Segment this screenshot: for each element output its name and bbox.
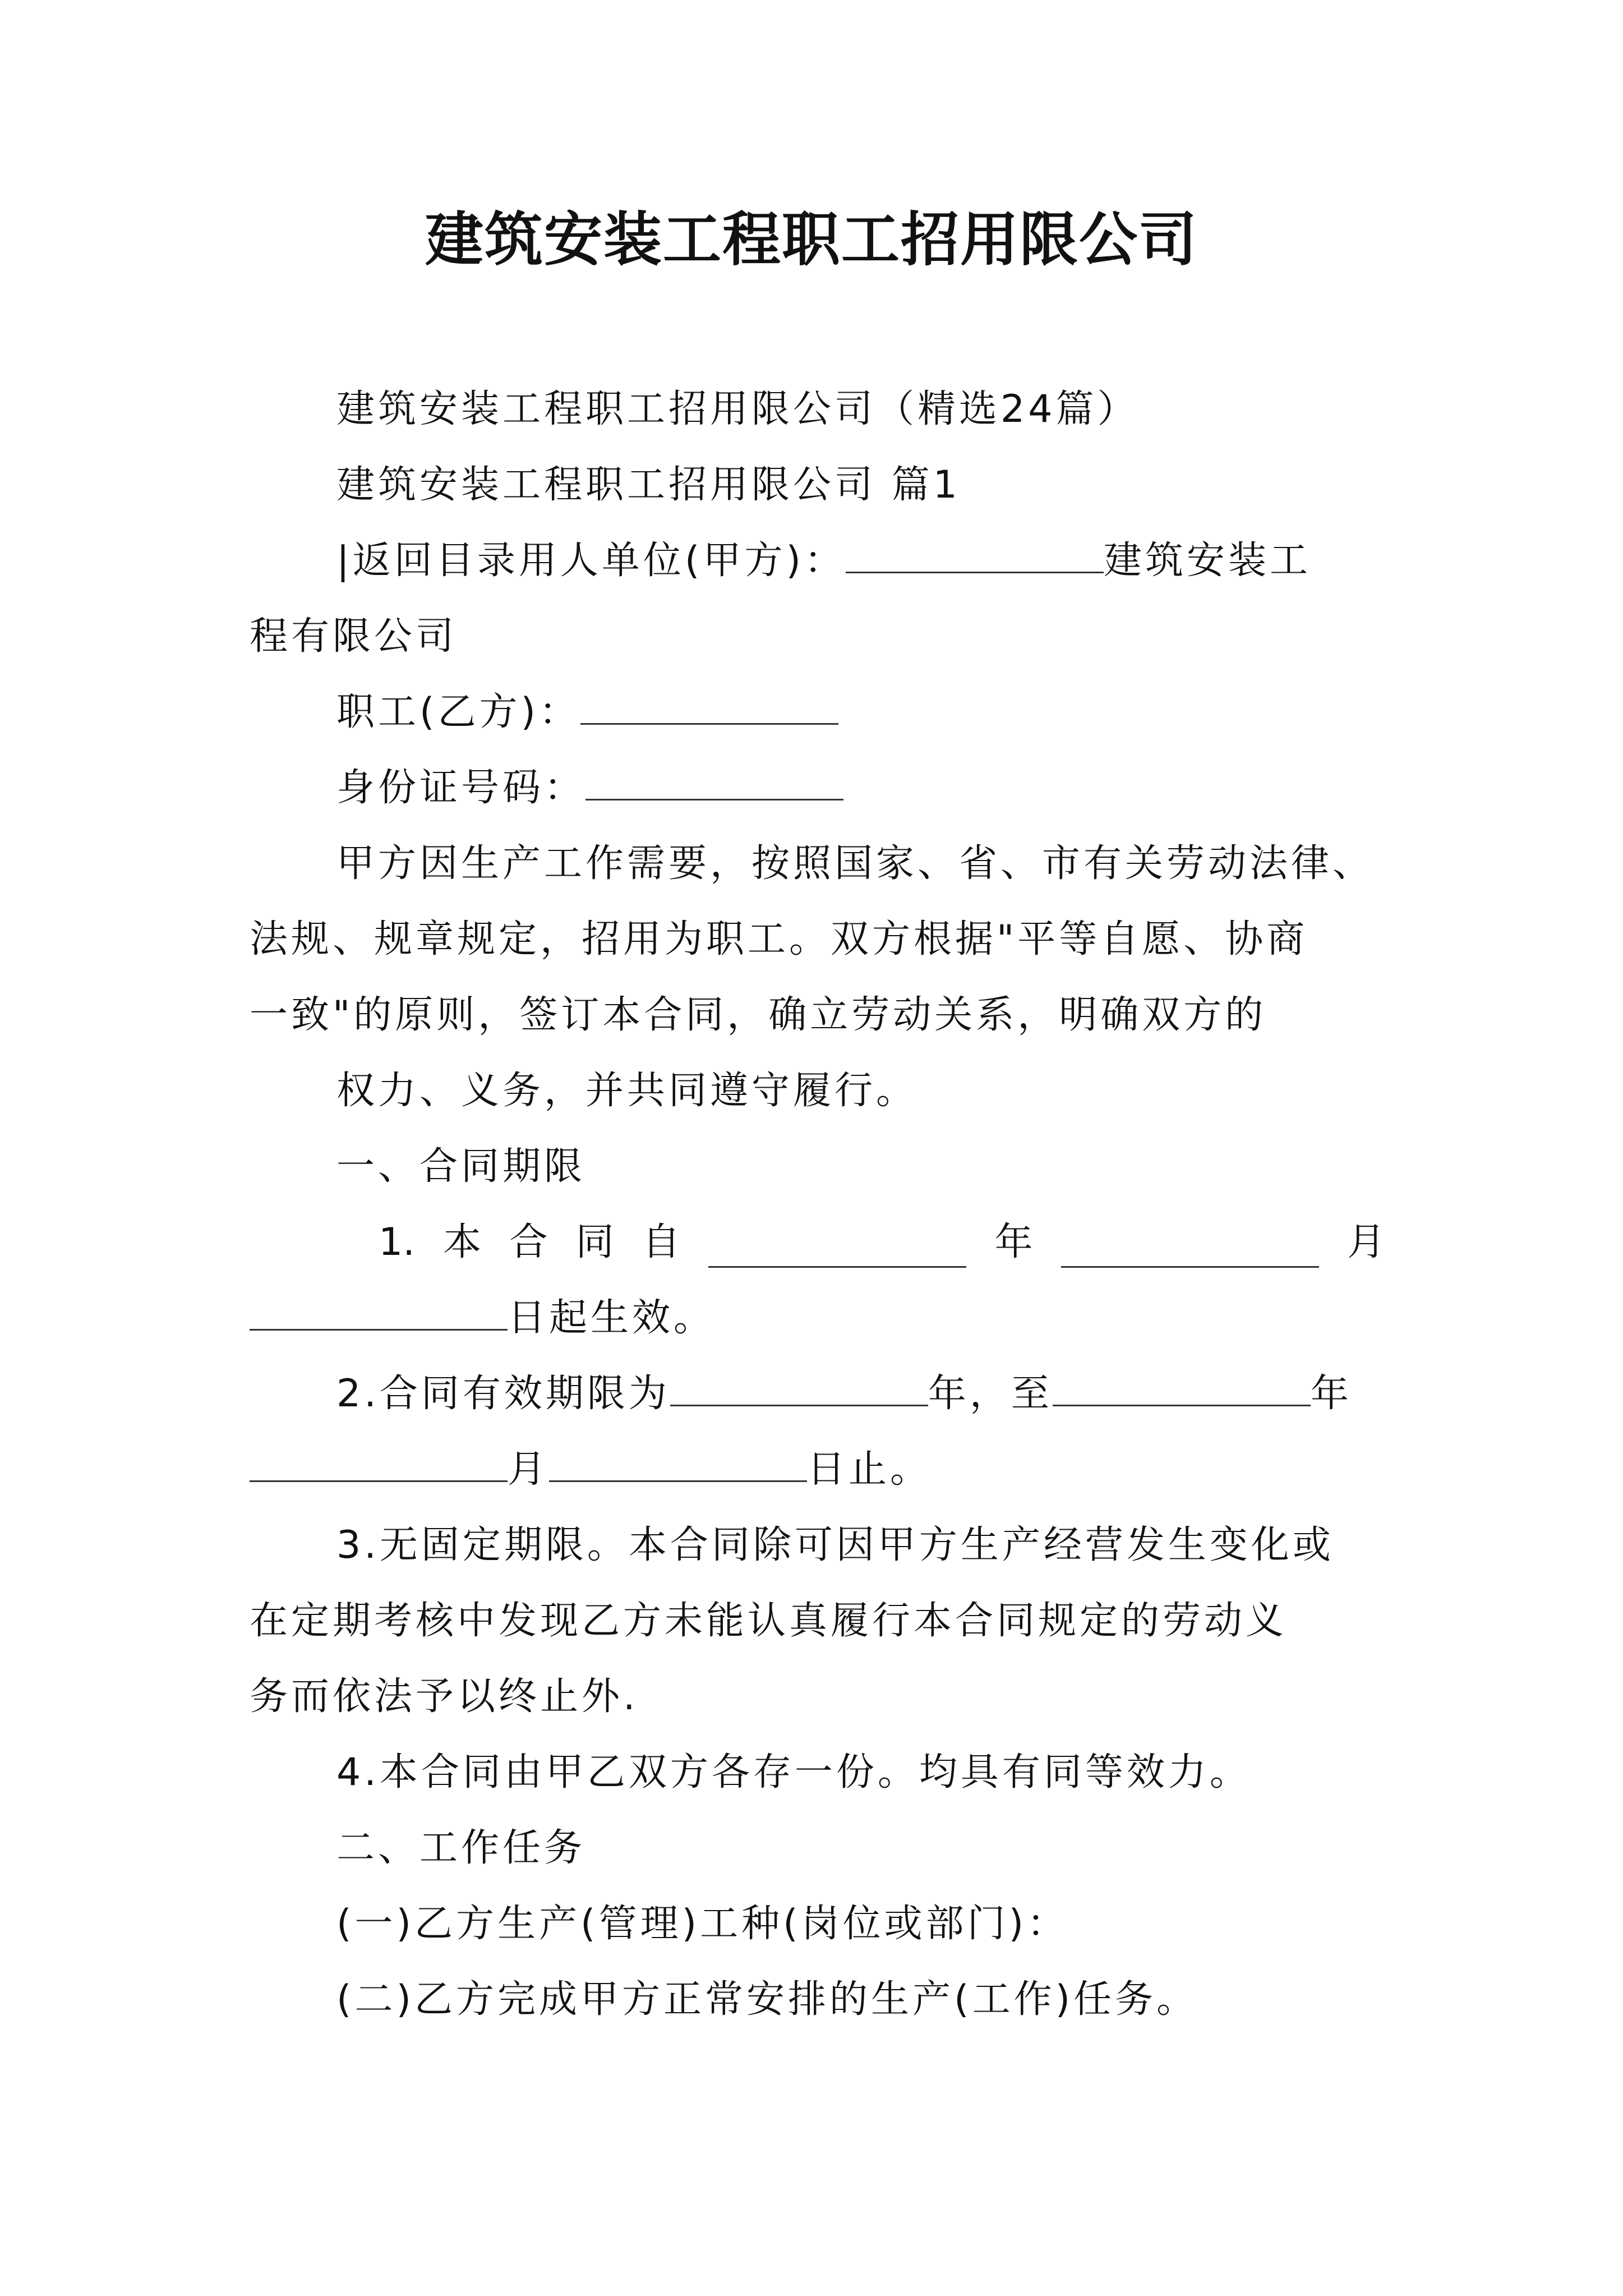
term-4-line: 4.本合同由甲乙双方各存一份。均具有同等效力。	[336, 1750, 1251, 1795]
term-1-line	[379, 1217, 1385, 1268]
term-2-mid: 年，至	[928, 1372, 1053, 1416]
term-3-line: 务而依法予以终止外.	[250, 1674, 639, 1719]
term-1-text: 自	[642, 1220, 680, 1264]
start-day-blank[interactable]	[250, 1295, 508, 1331]
year-label: 年	[1310, 1372, 1352, 1416]
task-2-line: (二)乙方完成甲方正常安排的生产(工作)任务。	[336, 1977, 1198, 2022]
section-2-heading: 二、工作任务	[336, 1826, 586, 1870]
id-number-blank[interactable]	[585, 765, 843, 800]
end-year-blank[interactable]	[1053, 1371, 1311, 1406]
employee-line	[336, 687, 838, 738]
start-month-blank[interactable]	[1061, 1232, 1319, 1268]
term-1-text: 本	[443, 1220, 482, 1264]
document-subtitle: 建筑安装工程职工招用限公司（精选24篇）	[336, 387, 1139, 431]
intro-paragraph-line: 法规、规章规定，招用为职工。双方根据"平等自愿、协商	[250, 917, 1308, 961]
employee-name-blank[interactable]	[580, 689, 838, 725]
section-1-heading: 一、合同期限	[336, 1144, 586, 1189]
section-heading: 建筑安装工程职工招用限公司 篇1	[336, 463, 961, 507]
end-text: 日止。	[807, 1447, 932, 1492]
effective-text: 日起生效。	[508, 1296, 716, 1340]
year-label: 年	[994, 1220, 1033, 1264]
term-2-line	[336, 1369, 1352, 1419]
term-3-line: 在定期考核中发现乙方未能认真履行本合同规定的劳动义	[250, 1599, 1288, 1643]
term-1-continuation	[250, 1293, 715, 1343]
employer-name-continuation: 程有限公司	[250, 614, 458, 659]
month-label: 月	[508, 1447, 550, 1492]
term-2-label: 2.合同有效期限为	[336, 1372, 670, 1416]
end-month-blank[interactable]	[250, 1447, 508, 1482]
term-1-text: 同	[575, 1220, 614, 1264]
task-1-line: (一)乙方生产(管理)工种(岗位或部门)：	[336, 1902, 1069, 1946]
term-length-blank[interactable]	[670, 1371, 928, 1406]
month-label: 月	[1347, 1220, 1385, 1264]
id-number-line	[336, 763, 843, 813]
term-2-continuation	[250, 1444, 932, 1495]
employer-label: |返回目录用人单位(甲方)：	[336, 539, 846, 583]
id-number-label: 身份证号码：	[336, 766, 586, 810]
term-1-text: 1.	[379, 1220, 415, 1264]
employer-name-part: 建筑安装工	[1103, 539, 1311, 583]
employer-line	[336, 536, 1311, 586]
start-year-blank[interactable]	[708, 1232, 966, 1268]
term-1-text: 合	[509, 1220, 548, 1264]
end-day-blank[interactable]	[549, 1447, 807, 1482]
intro-paragraph-line: 一致"的原则，签订本合同，确立劳动关系，明确双方的	[250, 993, 1267, 1037]
term-3-line: 3.无固定期限。本合同除可因甲方生产经营发生变化或	[336, 1523, 1334, 1567]
document-title: 建筑安装工程职工招用限公司	[425, 205, 1198, 274]
intro-paragraph-line: 权力、义务，并共同遵守履行。	[336, 1069, 918, 1113]
intro-paragraph-line: 甲方因生产工作需要，按照国家、省、市有关劳动法律、	[336, 841, 1375, 886]
employer-name-blank[interactable]	[846, 538, 1104, 573]
employee-label: 职工(乙方)：	[336, 690, 581, 734]
